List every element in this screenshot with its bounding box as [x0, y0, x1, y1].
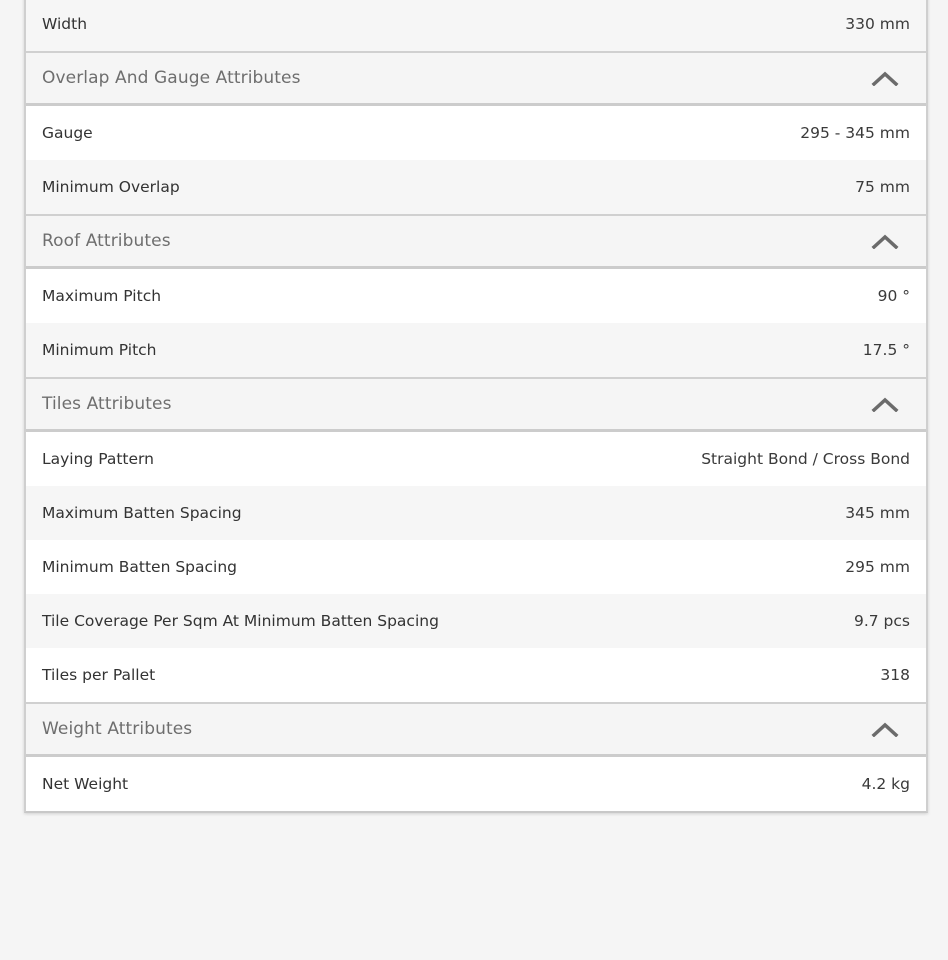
group-header-toggle[interactable]: [26, 51, 926, 106]
group-header-toggle[interactable]: [26, 702, 926, 757]
attribute-row: [26, 269, 926, 323]
chevron-up-icon[interactable]: [870, 719, 900, 739]
attribute-label: Gauge: [42, 124, 93, 142]
group-title: Weight Attributes: [42, 719, 193, 739]
attribute-group-roof-attributes: [26, 214, 926, 377]
attribute-label: Maximum Pitch: [42, 287, 162, 305]
attribute-value: 75 mm: [855, 178, 910, 196]
attribute-group-weight-attributes: [26, 702, 926, 811]
group-title: Tiles Attributes: [42, 394, 172, 414]
attribute-group-measurements: [26, 0, 926, 51]
attribute-row: [26, 160, 926, 214]
group-title: Overlap And Gauge Attributes: [42, 68, 301, 88]
attribute-label: Tiles per Pallet: [42, 666, 156, 684]
attribute-value: 318: [880, 666, 910, 684]
attribute-label: Laying Pattern: [42, 450, 154, 468]
group-rows: [26, 0, 926, 51]
attribute-value: 90 °: [877, 287, 910, 305]
attribute-row: [26, 0, 926, 51]
group-rows: [26, 432, 926, 702]
group-title: Roof Attributes: [42, 231, 171, 251]
group-rows: [26, 106, 926, 214]
group-header-toggle[interactable]: [26, 377, 926, 432]
attribute-row: [26, 323, 926, 377]
attribute-row: [26, 106, 926, 160]
attribute-value: 330 mm: [845, 15, 910, 33]
attribute-label: Tile Coverage Per Sqm At Minimum Batten Spacing: [42, 612, 439, 630]
attribute-label: Net Weight: [42, 775, 129, 793]
attribute-value: 345 mm: [845, 504, 910, 522]
chevron-up-icon[interactable]: [870, 68, 900, 88]
attribute-group-overlap-and-gauge-attributes: [26, 51, 926, 214]
attribute-value: 295 mm: [845, 558, 910, 576]
attribute-value: 9.7 pcs: [853, 612, 910, 630]
chevron-up-icon[interactable]: [870, 231, 900, 251]
group-header-toggle[interactable]: [26, 214, 926, 269]
group-rows: [26, 269, 926, 377]
attribute-label: Minimum Overlap: [42, 178, 180, 196]
attribute-label: Maximum Batten Spacing: [42, 504, 242, 522]
attribute-row: [26, 486, 926, 540]
attribute-value: Straight Bond / Cross Bond: [701, 450, 910, 468]
attribute-value: 4.2 kg: [861, 775, 910, 793]
attribute-row: [26, 757, 926, 811]
attribute-row: [26, 432, 926, 486]
attribute-value: 295 - 345 mm: [800, 124, 910, 142]
group-rows: [26, 757, 926, 811]
attribute-label: Minimum Pitch: [42, 341, 157, 359]
attribute-row: [26, 540, 926, 594]
attribute-label: Minimum Batten Spacing: [42, 558, 237, 576]
attribute-label: Width: [42, 15, 88, 33]
attribute-group-tiles-attributes: [26, 377, 926, 702]
chevron-up-icon[interactable]: [870, 394, 900, 414]
attribute-value: 17.5 °: [862, 341, 910, 359]
product-attributes-panel: [24, 0, 928, 813]
attribute-row: [26, 648, 926, 702]
attribute-row: [26, 594, 926, 648]
